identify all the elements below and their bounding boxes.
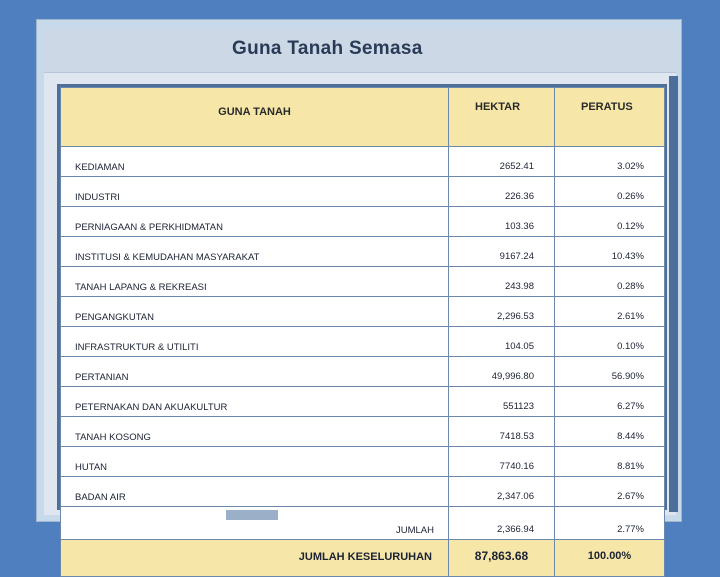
subtotal-percent: 2.77% [555, 507, 665, 540]
land-use-percent: 2.61% [555, 297, 665, 327]
grand-total-percent: 100.00% [555, 540, 665, 577]
table-header-row [61, 88, 665, 147]
land-use-name: PERNIAGAAN & PERKHIDMATAN [61, 207, 449, 237]
subtotal-label: JUMLAH [61, 507, 449, 540]
source-stamp [226, 510, 278, 520]
land-use-hectare: 49,996.80 [449, 357, 555, 387]
land-use-hectare: 104.05 [449, 327, 555, 357]
grand-total-row [61, 540, 665, 577]
land-use-hectare: 2652.41 [449, 147, 555, 177]
land-use-hectare: 226.36 [449, 177, 555, 207]
grand-total-hectare: 87,863.68 [449, 540, 555, 577]
table-row [61, 237, 665, 267]
table-row [61, 177, 665, 207]
land-use-name: PENGANGKUTAN [61, 297, 449, 327]
land-use-name: TANAH LAPANG & REKREASI [61, 267, 449, 297]
table-row [61, 327, 665, 357]
land-use-percent: 2.67% [555, 477, 665, 507]
land-use-name: KEDIAMAN [61, 147, 449, 177]
table-row [61, 447, 665, 477]
land-use-percent: 8.44% [555, 417, 665, 447]
header-land-use: GUNA TANAH [61, 88, 449, 147]
land-use-table-frame [57, 84, 667, 563]
land-use-percent: 6.27% [555, 387, 665, 417]
land-use-name: INDUSTRI [61, 177, 449, 207]
table-row [61, 477, 665, 507]
land-use-name: INFRASTRUKTUR & UTILITI [61, 327, 449, 357]
header-hectare: HEKTAR [449, 88, 555, 147]
table-row [61, 387, 665, 417]
land-use-hectare: 551123 [449, 387, 555, 417]
land-use-percent: 56.90% [555, 357, 665, 387]
subtotal-hectare: 2,366.94 [449, 507, 555, 540]
land-use-percent: 10.43% [555, 237, 665, 267]
land-use-hectare: 7418.53 [449, 417, 555, 447]
side-strip [669, 76, 678, 512]
land-use-hectare: 103.36 [449, 207, 555, 237]
land-use-hectare: 9167.24 [449, 237, 555, 267]
land-use-hectare: 2,296.53 [449, 297, 555, 327]
subtotal-row [61, 507, 665, 540]
table-row [61, 297, 665, 327]
land-use-percent: 8.81% [555, 447, 665, 477]
land-use-name: INSTITUSI & KEMUDAHAN MASYARAKAT [61, 237, 449, 267]
land-use-percent: 0.10% [555, 327, 665, 357]
slide-title: Guna Tanah Semasa [232, 38, 423, 59]
land-use-hectare: 243.98 [449, 267, 555, 297]
header-percent: PERATUS [555, 88, 665, 147]
land-use-hectare: 2,347.06 [449, 477, 555, 507]
land-use-name: BADAN AIR [61, 477, 449, 507]
table-row [61, 417, 665, 447]
land-use-percent: 0.26% [555, 177, 665, 207]
land-use-name: PERTANIAN [61, 357, 449, 387]
land-use-hectare: 7740.16 [449, 447, 555, 477]
land-use-percent: 0.28% [555, 267, 665, 297]
grand-total-label: JUMLAH KESELURUHAN [61, 540, 449, 577]
table-row [61, 147, 665, 177]
land-use-percent: 3.02% [555, 147, 665, 177]
table-row [61, 357, 665, 387]
table-row [61, 267, 665, 297]
land-use-percent: 0.12% [555, 207, 665, 237]
table-row [61, 207, 665, 237]
land-use-table [60, 87, 665, 577]
land-use-name: TANAH KOSONG [61, 417, 449, 447]
land-use-name: PETERNAKAN DAN AKUAKULTUR [61, 387, 449, 417]
land-use-name: HUTAN [61, 447, 449, 477]
